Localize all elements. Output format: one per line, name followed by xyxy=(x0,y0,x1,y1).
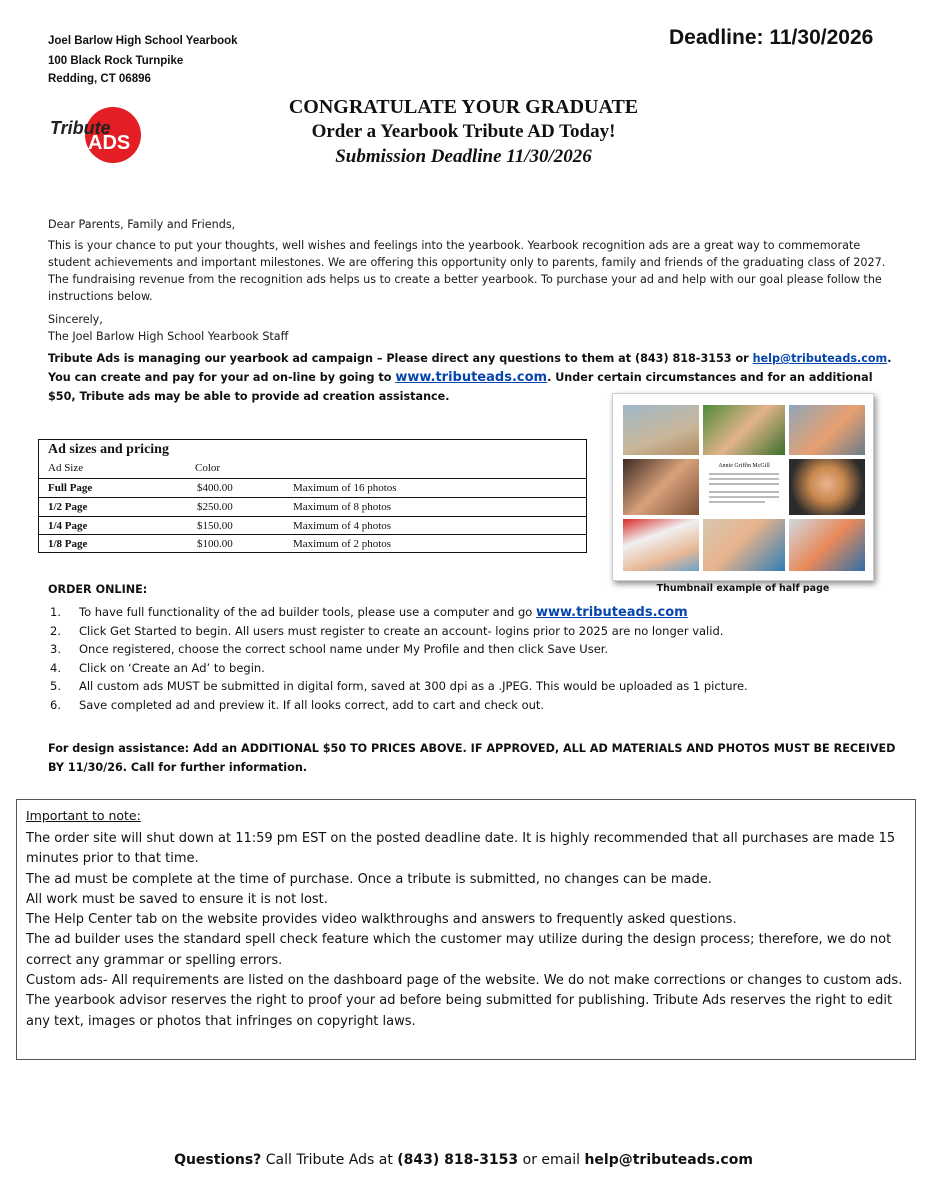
headline-deadline: Submission Deadline 11/30/2026 xyxy=(335,146,592,167)
campaign-email-link[interactable]: help@tributeads.com xyxy=(752,352,888,365)
pricing-note: Maximum of 16 photos xyxy=(293,482,397,494)
footer-text-1: Call Tribute Ads at xyxy=(261,1152,398,1168)
pricing-table xyxy=(38,439,587,553)
headline-congratulate: CONGRATULATE YOUR GRADUATE xyxy=(288,96,639,118)
pricing-price: $400.00 xyxy=(197,482,233,494)
pricing-price: $150.00 xyxy=(197,520,233,532)
thumbnail-photo xyxy=(623,519,699,571)
step-text: Click on ‘Create an Ad’ to begin. xyxy=(79,660,265,675)
step-number: 3. xyxy=(50,642,61,656)
order-steps xyxy=(50,603,890,714)
order-heading: ORDER ONLINE: xyxy=(48,583,148,596)
thumbnail-photo xyxy=(703,405,785,455)
important-notes-box xyxy=(16,799,916,1060)
pricing-row xyxy=(39,478,586,497)
design-assistance-note: For design assistance: Add an ADDITIONAL $50 TO PRICES ABOVE. IF APPROVED, ALL AD MATERIALS AND PHOTOS MUST BE RECEIVED BY 11/30/26. Call for further information. xyxy=(48,742,896,774)
order-step xyxy=(50,677,890,696)
thumbnail-photo xyxy=(789,519,865,571)
note-item: The ad must be complete at the time of purchase. Once a tribute is submitted, no changes can be made. xyxy=(26,871,712,887)
thumbnail-photo xyxy=(789,405,865,455)
step-text: Save completed ad and preview it. If all looks correct, add to cart and check out. xyxy=(79,697,545,712)
pricing-price: $250.00 xyxy=(197,501,233,513)
thumbnail-photo xyxy=(623,459,699,515)
footer-contact xyxy=(0,1152,927,1168)
svg-text:Tribute: Tribute xyxy=(50,118,111,138)
school-city: Redding, CT 06896 xyxy=(48,73,151,85)
letter-paragraph: This is your chance to put your thoughts, well wishes and feelings into the yearbook. Yearbook recognition ads are a great way to commemorate student achievements and important milestones. We are offering this opportunity only to parents, family and friends of the graduating class of 2027. The fundraising revenue from the recognition ads helps us to create a better yearbook. To purchase your ad and help with our goal please follow the instructions below. xyxy=(48,239,886,303)
campaign-text-1: Tribute Ads is managing our yearbook ad campaign – Please direct any questions to them at (843) 818-3153 or xyxy=(48,352,753,365)
pricing-size: 1/8 Page xyxy=(48,538,88,550)
order-step xyxy=(50,696,890,715)
campaign-text-3: . Under certain circumstances and for an additional $50, Tribute ads may be able to provide ad creation assistance. xyxy=(48,371,873,403)
campaign-text-2: . You can create and pay for your ad on-line by going to xyxy=(48,352,892,384)
order-step xyxy=(50,640,890,659)
pricing-title: Ad sizes and pricing xyxy=(48,442,169,457)
note-item: The ad builder uses the standard spell check feature which the customer may utilize during the design process; therefore, we do not correct any grammar or spelling errors. xyxy=(26,932,892,968)
step-text: Once registered, choose the correct school name under My Profile and then click Save User. xyxy=(79,642,609,656)
note-item: The yearbook advisor reserves the right to proof your ad before being submitted for publishing. Tribute Ads reserves the right to edit any text, images or photos that infringes on copyright laws. xyxy=(26,993,893,1029)
thumbnail-text-block xyxy=(703,459,785,515)
pricing-col-size: Ad Size xyxy=(48,462,84,474)
notes-title: Important to note: xyxy=(26,808,141,823)
order-step xyxy=(50,659,890,678)
pricing-col-color: Color xyxy=(195,462,221,474)
footer-phone[interactable]: (843) 818-3153 xyxy=(397,1152,519,1168)
step-number: 4. xyxy=(50,660,61,675)
note-item: The Help Center tab on the website provides video walkthroughs and answers to frequently asked questions. xyxy=(26,912,737,928)
thumbnail-photo xyxy=(789,459,865,515)
step-number: 2. xyxy=(50,623,61,638)
thumbnail-photo xyxy=(623,405,699,455)
pricing-note: Maximum of 4 photos xyxy=(293,520,392,532)
note-item: All work must be saved to ensure it is not lost. xyxy=(26,891,328,907)
step-1-text: To have full functionality of the ad builder tools, please use a computer and go xyxy=(79,605,536,619)
step-text: All custom ads MUST be submitted in digital form, saved at 300 dpi as a .JPEG. This would be uploaded as 1 picture. xyxy=(79,679,748,693)
footer-question: Questions? xyxy=(174,1152,262,1168)
pricing-note: Maximum of 8 photos xyxy=(293,501,392,513)
headline-order: Order a Yearbook Tribute AD Today! xyxy=(311,121,616,142)
deadline-header: Deadline: 11/30/2026 xyxy=(669,26,874,49)
step-text: Click Get Started to begin. All users must register to create an account- logins prior to 2025 are no longer valid. xyxy=(79,623,724,638)
step-number: 5. xyxy=(50,679,61,693)
step-text xyxy=(79,603,688,623)
pricing-size: 1/4 Page xyxy=(48,520,88,532)
pricing-row xyxy=(39,516,586,535)
step-number: 1. xyxy=(50,605,61,619)
order-step xyxy=(50,603,890,622)
thumbnail-photo xyxy=(703,519,785,571)
note-item: Custom ads- All requirements are listed on the dashboard page of the website. We do not make corrections or changes to custom ads. xyxy=(26,973,903,989)
pricing-price: $100.00 xyxy=(197,538,233,550)
step-number: 6. xyxy=(50,697,61,712)
pricing-row xyxy=(39,534,586,553)
letter-signature: The Joel Barlow High School Yearbook Staff xyxy=(48,330,289,343)
footer-text-2: or email xyxy=(518,1152,585,1168)
svg-text:ADS: ADS xyxy=(88,132,131,154)
half-page-thumbnail xyxy=(612,393,874,581)
pricing-size: Full Page xyxy=(48,482,93,494)
pricing-note: Maximum of 2 photos xyxy=(293,538,392,550)
school-name: Joel Barlow High School Yearbook xyxy=(48,35,238,47)
order-step xyxy=(50,622,890,641)
school-street: 100 Black Rock Turnpike xyxy=(48,55,184,67)
campaign-url-link[interactable]: www.tributeads.com xyxy=(395,370,548,385)
step-url-link[interactable]: www.tributeads.com xyxy=(535,605,688,620)
pricing-row xyxy=(39,497,586,516)
letter-greeting: Dear Parents, Family and Friends, xyxy=(48,218,236,231)
thumbnail-caption: Thumbnail example of half page xyxy=(656,583,830,594)
thumbnail-ad-name: Annie Griffin McGill xyxy=(718,463,770,469)
letter-closing: Sincerely, xyxy=(48,313,103,326)
footer-email[interactable]: help@tributeads.com xyxy=(584,1152,753,1168)
pricing-size: 1/2 Page xyxy=(48,501,88,513)
note-item: The order site will shut down at 11:59 pm EST on the posted deadline date. It is highly recommended that all purchases are made 15 minutes prior to that time. xyxy=(26,831,896,867)
